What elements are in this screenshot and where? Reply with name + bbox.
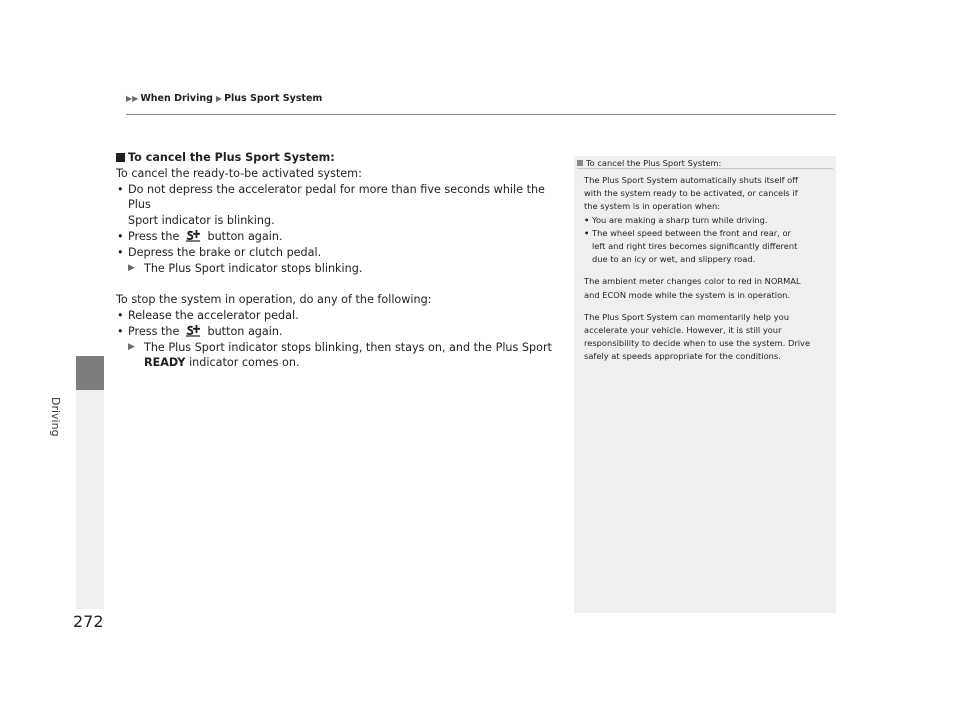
list-item: • Press the button again.	[116, 324, 556, 340]
side-tab-label: Driving	[49, 397, 62, 437]
list-item: • Press the button again.	[116, 229, 556, 245]
triangle-right-icon: ▶	[128, 262, 135, 273]
triangle-right-icon: ▶	[128, 341, 135, 352]
note-list-item: • You are making a sharp turn while driving.	[584, 214, 832, 227]
stop-intro-text: To stop the system in operation, do any of the following:	[116, 293, 432, 307]
note-title: To cancel the Plus Sport System:	[577, 158, 721, 168]
result-item: ▶ The Plus Sport indicator stops blinking, then stays on, and the Plus Sport READY indicator comes on.	[128, 340, 552, 370]
breadcrumb-section[interactable]: When Driving	[140, 93, 213, 104]
main-content	[116, 150, 556, 371]
list-item: • Depress the brake or clutch pedal.	[116, 245, 556, 261]
note-body: The Plus Sport System automatically shuts itself off with the system ready to be activated, or cancels if the system is in operation when: • You are making a sharp turn while driving. • The wheel speed between the front and rear, or left and right tires becomes significantly different due to an icy or wet, and slippery road. The ambient meter changes color to red in NORMAL and ECON mode while the system is in operation. The Plus Sport System can momentarily help you accelerate your vehicle. However, it is still your responsibility to decide when to use the system. Drive safely at speeds appropriate for the conditions.	[584, 174, 832, 364]
page-number: 272	[73, 612, 104, 631]
note-list-item: • The wheel speed between the front and rear, or left and right tires becomes significantly different due to an icy or wet, and slippery road.	[584, 227, 832, 267]
breadcrumb-arrow-icon: ▶	[215, 94, 223, 103]
note-divider	[577, 168, 833, 169]
side-tab-marker	[76, 356, 104, 390]
note-panel	[574, 156, 836, 613]
intro-text: To cancel the ready-to-be activated system:	[116, 166, 362, 180]
note-marker-icon	[577, 160, 583, 166]
section-heading: To cancel the Plus Sport System:	[116, 150, 556, 166]
list-item: • Do not depress the accelerator pedal for more than five seconds while the Plus Sport indicator is blinking.	[116, 182, 556, 229]
breadcrumb-arrow-icon: ▶▶	[126, 94, 139, 103]
sport-plus-icon	[185, 229, 201, 242]
breadcrumb-topic[interactable]: Plus Sport System	[224, 93, 323, 104]
breadcrumb	[126, 93, 322, 104]
sport-plus-icon	[185, 324, 201, 337]
square-bullet-icon	[116, 153, 125, 162]
list-item: • Release the accelerator pedal.	[116, 308, 556, 324]
result-item: ▶ The Plus Sport indicator stops blinking.	[128, 261, 363, 275]
header-rule	[126, 114, 836, 115]
side-tab	[76, 356, 104, 609]
